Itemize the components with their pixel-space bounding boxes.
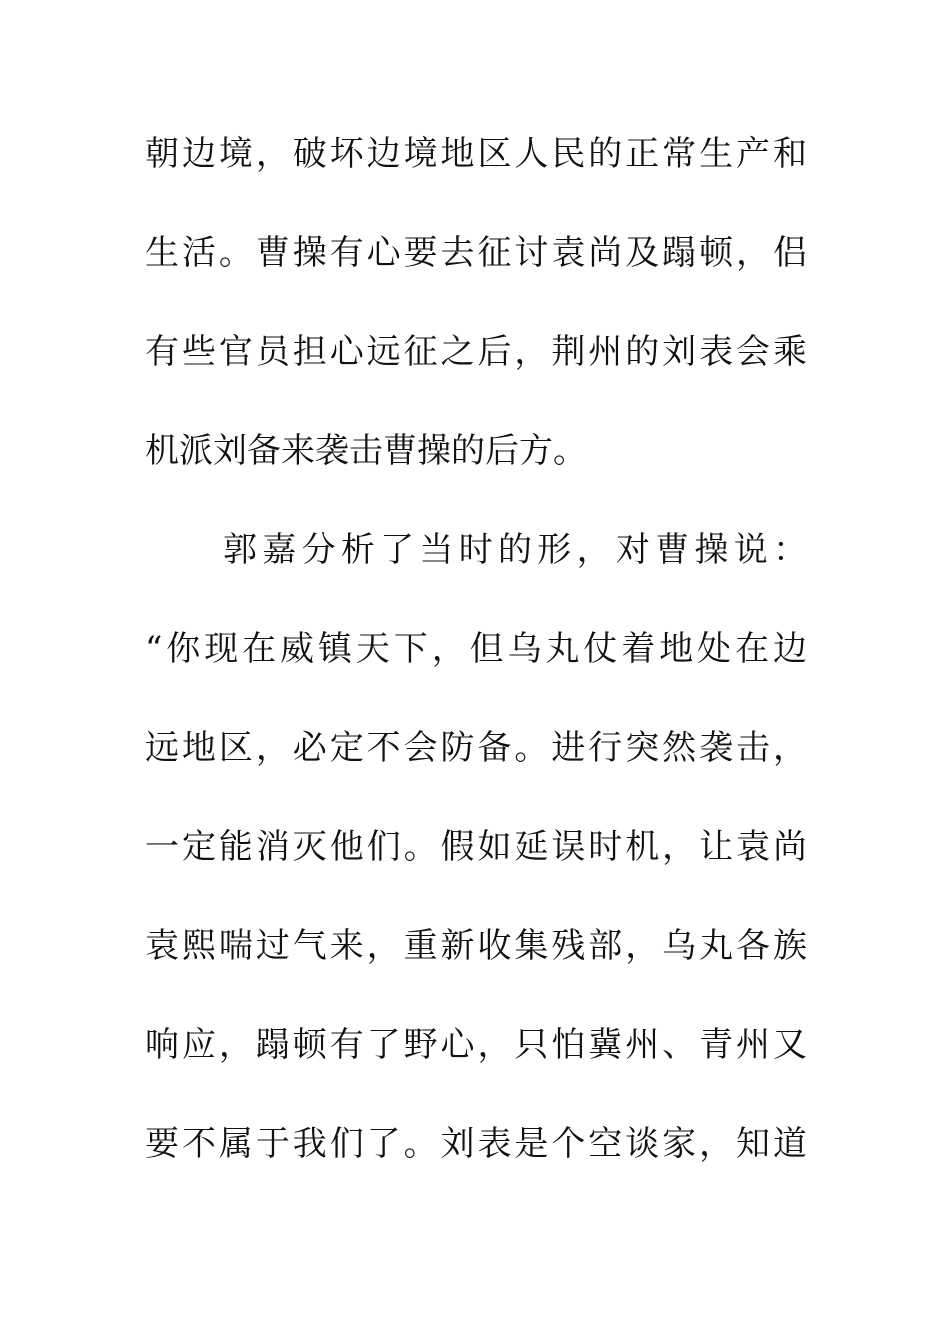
text-line-3: 有些官员担心远征之后，荆州的刘表会乘 [145,332,807,372]
text-line-5: 郭嘉分析了当时的形，对曹操说： [223,530,807,570]
text-line-8: 一定能消灭他们。假如延误时机，让袁尚 [145,827,807,867]
text-line-1: 朝边境，破坏边境地区人民的正常生产和 [145,134,807,174]
text-line-4: 机派刘备来袭击曹操的后方。 [145,431,587,471]
body-text [145,122,807,1211]
text-line-10: 响应，蹋顿有了野心，只怕冀州、青州又 [145,1025,807,1065]
text-line-7: 远地区，必定不会防备。进行突然袭击， [145,728,807,768]
text-line-11: 要不属于我们了。刘表是个空谈家，知道 [145,1124,807,1164]
text-line-9: 袁熙喘过气来，重新收集残部，乌丸各族 [145,926,807,966]
text-line-6: “你现在威镇天下，但乌丸仗着地处在边 [145,629,807,669]
text-line-2: 生活。曹操有心要去征讨袁尚及蹋顿，侣 [145,233,807,273]
